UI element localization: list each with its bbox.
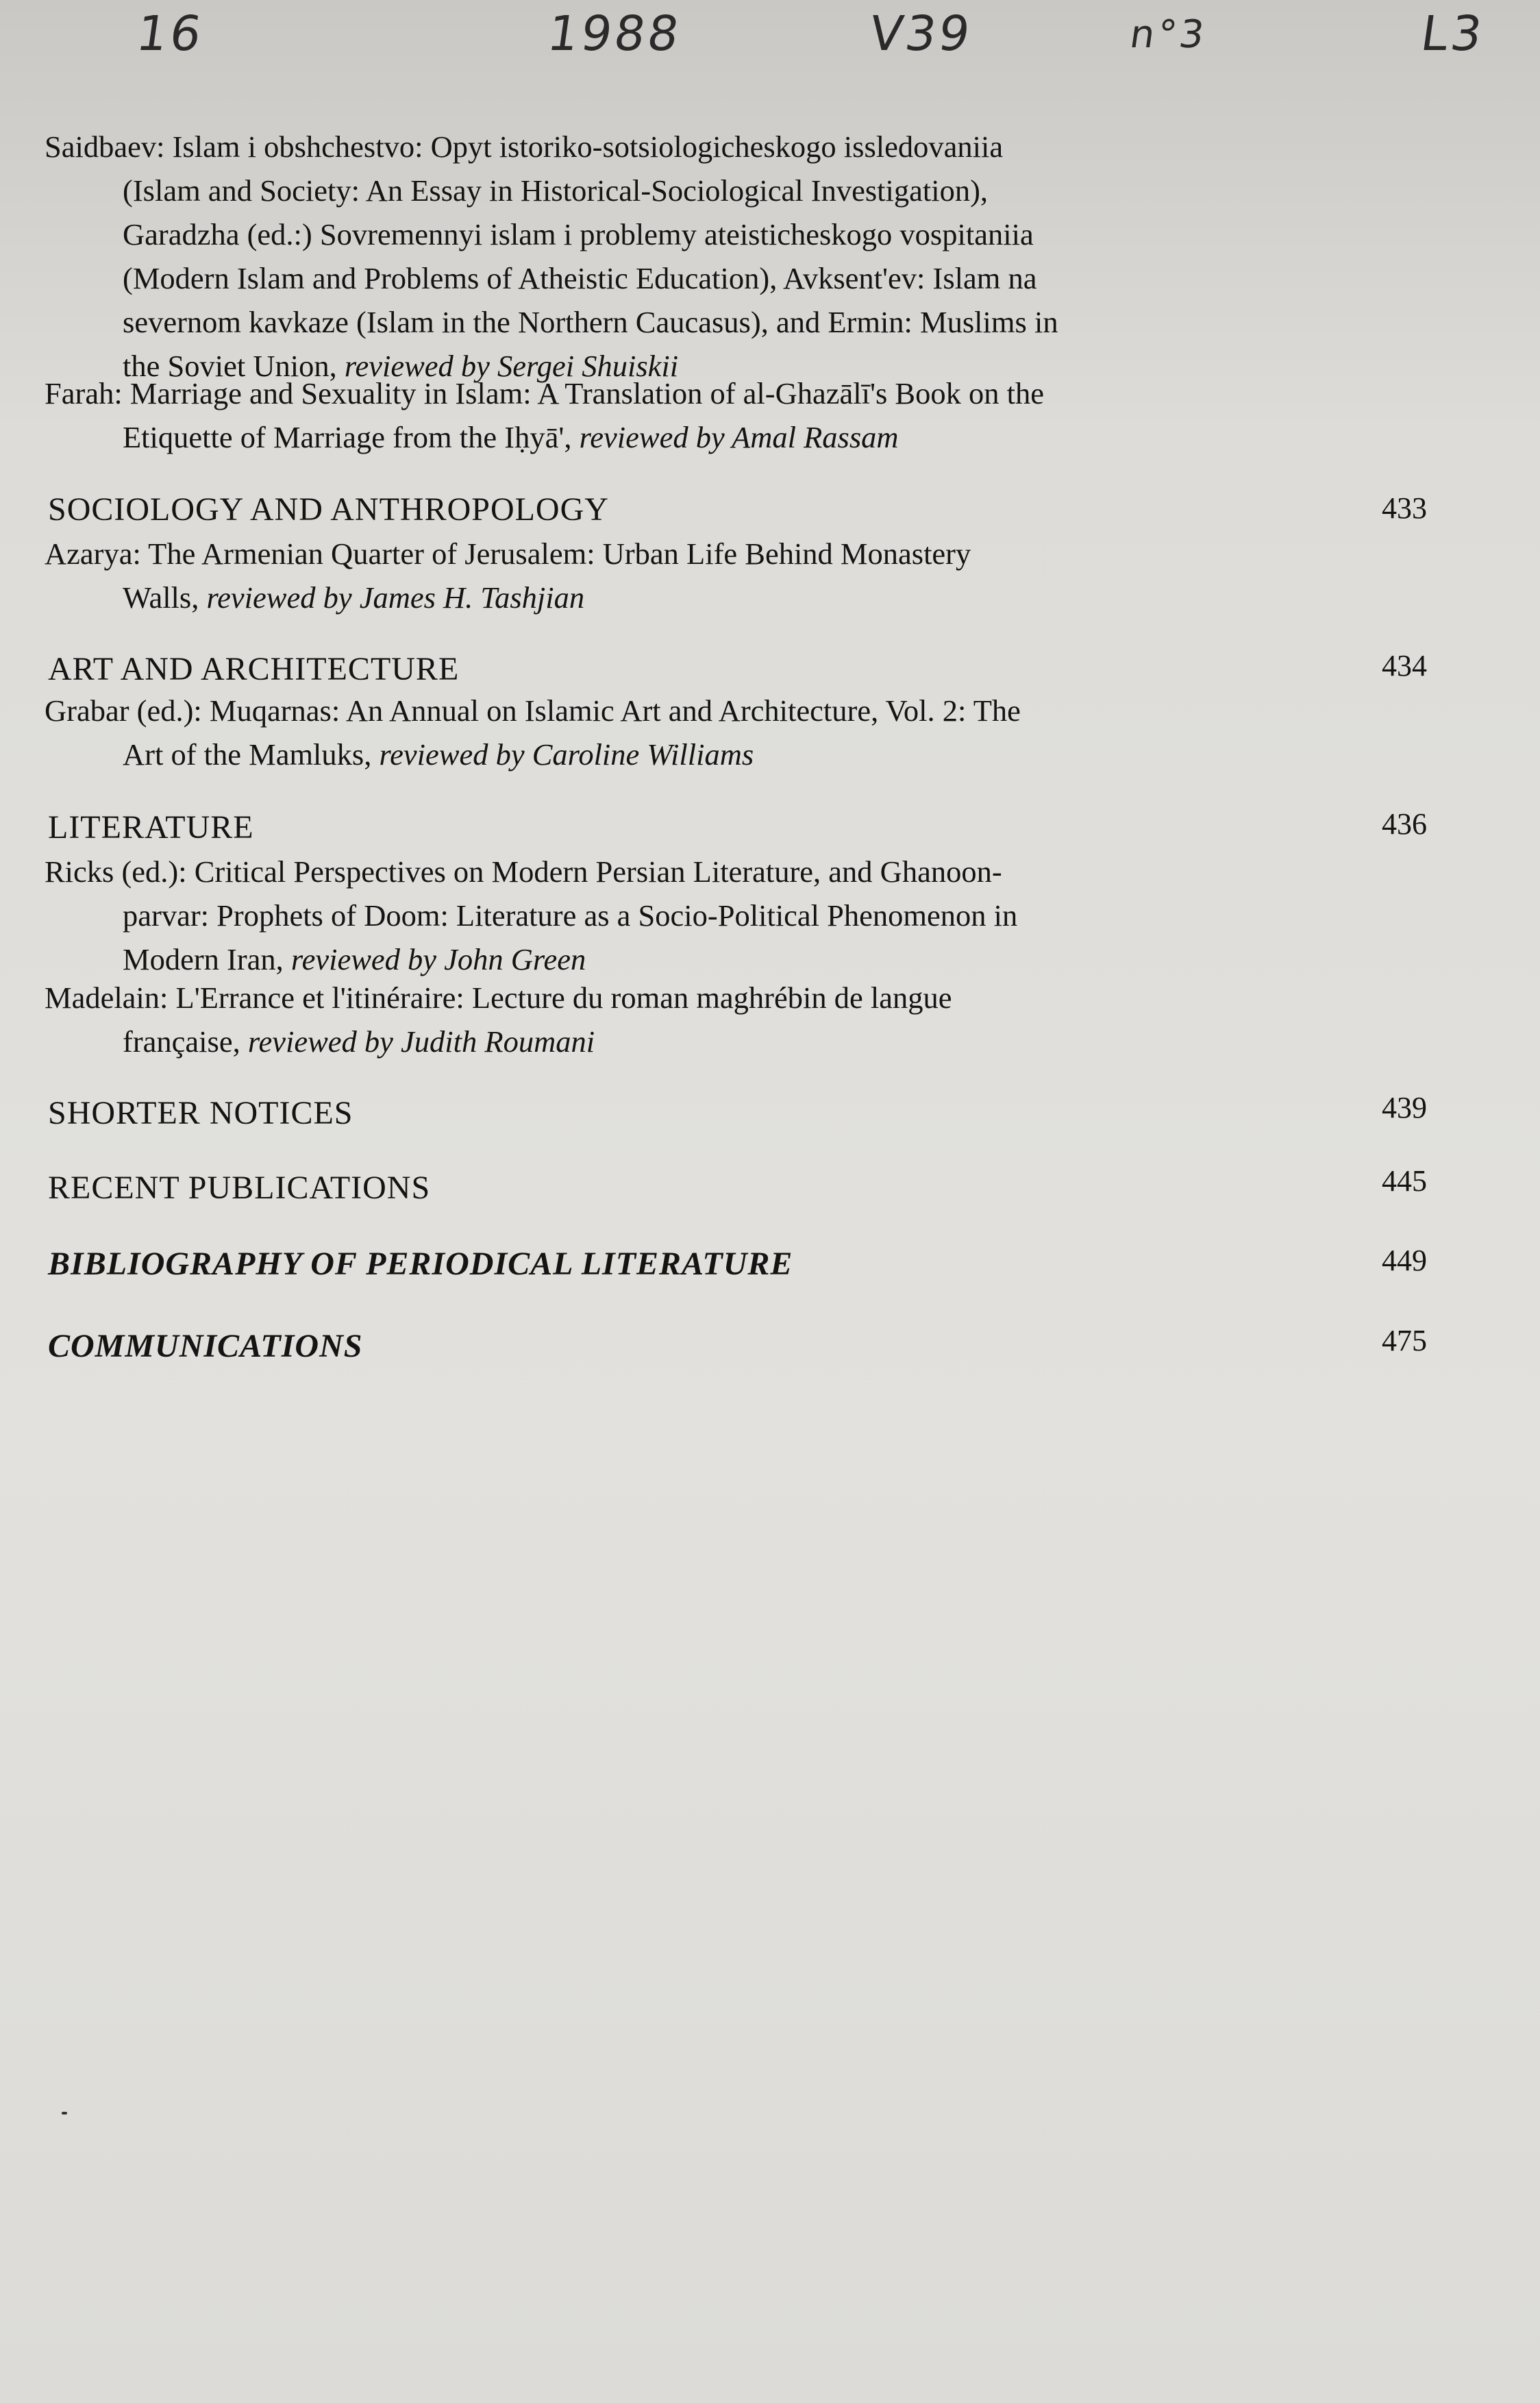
entry-line: (Modern Islam and Problems of Atheistic Education), Avksent'ev: Islam na <box>123 261 1037 295</box>
entry-line: Ricks (ed.): Critical Perspectives on Modern Persian Literature, and Ghanoon- <box>45 854 1002 889</box>
section-page-number: 449 <box>1382 1244 1427 1277</box>
entry-last-line <box>45 415 1291 459</box>
reviewer-credit: reviewed by Caroline Williams <box>379 737 754 772</box>
entry-title-end: Art of the Mamluks, <box>123 737 380 772</box>
section-heading-bibliography: BIBLIOGRAPHY OF PERIODICAL LITERATURE <box>48 1246 793 1282</box>
section-heading-literature: LITERATURE <box>48 809 254 846</box>
section-page-number: 434 <box>1382 649 1427 682</box>
handwritten-note-2: 1988 <box>544 5 685 62</box>
section-heading-recent-publications: RECENT PUBLICATIONS <box>48 1170 431 1206</box>
handwritten-note-1: 16 <box>133 5 208 62</box>
handwritten-note-5: L3 <box>1417 5 1489 62</box>
entry-last-line <box>45 1020 1291 1063</box>
reviewer-credit: reviewed by James H. Tashjian <box>206 580 585 615</box>
entry-line: Azarya: The Armenian Quarter of Jerusalem: Urban Life Behind Monastery <box>45 537 971 571</box>
section-page-number: 433 <box>1382 491 1427 525</box>
entry-last-line <box>45 937 1291 981</box>
section-heading-sociology: SOCIOLOGY AND ANTHROPOLOGY <box>48 491 609 528</box>
entry-line: Saidbaev: Islam i obshchestvo: Opyt istoriko-sotsiologicheskogo issledovaniia <box>45 130 1004 164</box>
section-page-number: 475 <box>1382 1324 1427 1357</box>
handwritten-note-4: n°3 <box>1127 12 1210 57</box>
reviewer-credit: reviewed by Amal Rassam <box>579 420 899 454</box>
section-page-number: 439 <box>1382 1091 1427 1124</box>
entry-line: parvar: Prophets of Doom: Literature as a Socio-Political Phenomenon in <box>123 898 1018 933</box>
toc-entry-grabar <box>45 689 1291 776</box>
reviewer-credit: reviewed by Sergei Shuiskii <box>344 349 679 383</box>
entry-title-end: Modern Iran, <box>123 942 291 976</box>
section-page-number: 445 <box>1382 1164 1427 1198</box>
entry-title-end: française, <box>123 1024 248 1059</box>
entry-line: (Islam and Society: An Essay in Historical-Sociological Investigation), <box>123 173 989 208</box>
entry-last-line <box>45 576 1291 619</box>
entry-title-end: Etiquette of Marriage from the Iḥyā', <box>123 420 580 454</box>
toc-entry-saidbaev <box>45 125 1291 388</box>
entry-title-end: Walls, <box>123 580 207 615</box>
section-heading-communications: COMMUNICATIONS <box>48 1328 363 1364</box>
section-page-number: 436 <box>1382 807 1427 841</box>
reviewer-credit: reviewed by John Green <box>290 942 586 976</box>
entry-last-line <box>45 732 1291 776</box>
toc-entry-ricks <box>45 850 1291 981</box>
toc-entry-azarya <box>45 532 1291 619</box>
reviewer-credit: reviewed by Judith Roumani <box>247 1024 595 1059</box>
handwritten-note-3: V39 <box>866 5 976 62</box>
section-heading-art: ART AND ARCHITECTURE <box>48 651 460 687</box>
entry-line: Grabar (ed.): Muqarnas: An Annual on Islamic Art and Architecture, Vol. 2: The <box>45 693 1021 728</box>
entry-line: severnom kavkaze (Islam in the Northern Caucasus), and Ermin: Muslims in <box>123 305 1058 339</box>
section-heading-shorter-notices: SHORTER NOTICES <box>48 1095 353 1131</box>
entry-line: Farah: Marriage and Sexuality in Islam: A Translation of al-Ghazālī's Book on the <box>45 376 1044 410</box>
entry-title-end: the Soviet Union, <box>123 349 345 383</box>
ink-speck <box>62 2112 67 2115</box>
toc-entry-farah <box>45 371 1291 459</box>
toc-entry-madelain <box>45 976 1291 1063</box>
entry-line: Madelain: L'Errance et l'itinéraire: Lecture du roman maghrébin de langue <box>45 981 952 1015</box>
entry-line: Garadzha (ed.:) Sovremennyi islam i problemy ateisticheskogo vospitaniia <box>123 217 1034 251</box>
